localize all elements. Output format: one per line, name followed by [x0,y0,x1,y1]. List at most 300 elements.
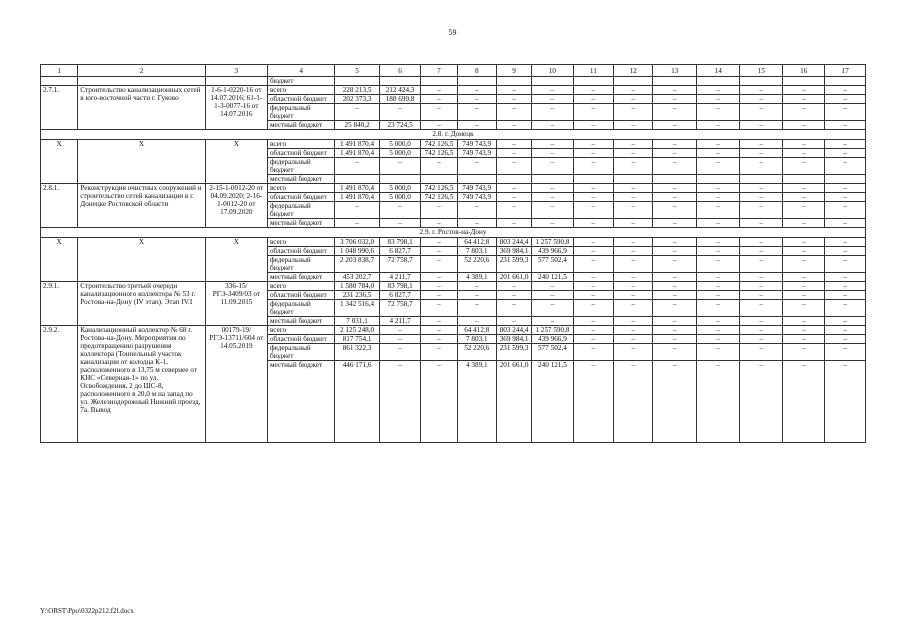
dash-cell: – [782,300,824,317]
dash-cell: – [614,158,653,175]
dash-cell: – [457,121,496,130]
dash-cell: – [573,95,613,104]
dash-cell: – [740,202,782,219]
dash-cell: – [653,219,697,228]
dash-cell: – [496,184,531,193]
value-cell: 1 257 590,8 [532,238,573,247]
value-cell: 453 202,7 [335,273,380,282]
dash-cell: – [696,238,740,247]
dash-cell: – [457,104,496,121]
dash-cell: – [421,335,457,344]
dash-cell: – [696,344,740,361]
dash-cell: – [696,193,740,202]
budget-label: федеральный бюджет [267,202,334,219]
dash-cell: – [573,247,613,256]
dash-cell: – [825,273,866,282]
dash-cell: – [573,282,613,291]
dash-cell: – [696,158,740,175]
dash-cell: – [653,140,697,149]
dash-cell: – [614,361,653,443]
value-cell: 240 121,5 [532,361,573,443]
value-cell: 64 412,8 [457,238,496,247]
budget-label: областной бюджет [267,335,334,344]
dash-cell: – [457,86,496,95]
dash-cell: – [532,140,573,149]
value-cell: 231 599,3 [496,344,531,361]
dash-cell: – [457,95,496,104]
dash-cell: – [653,291,697,300]
dash-cell: – [614,95,653,104]
value-cell: 7 803,1 [457,335,496,344]
value-cell: 1 491 870,4 [335,193,380,202]
measure-name: Реконструкция очистных сооружений и строительство сетей канализации в г. Донецке Ростовской области [78,184,205,228]
dash-cell: – [740,317,782,326]
budget-label: федеральный бюджет [267,344,334,361]
budget-label: федеральный бюджет [267,158,334,175]
section-title: 2.9. г. Ростов-на-Дону [41,228,866,238]
dash-cell: – [782,247,824,256]
dash-cell: – [696,95,740,104]
dash-cell: – [782,95,824,104]
dash-cell: – [825,193,866,202]
dash-cell: – [740,247,782,256]
value-cell: 1 257 590,8 [532,326,573,335]
dash-cell: – [696,86,740,95]
dash-cell: – [782,282,824,291]
dash-cell: – [573,317,613,326]
dash-cell: – [740,344,782,361]
budget-label: местный бюджет [267,317,334,326]
header-cell: 15 [740,65,782,77]
budget-label: всего [267,238,334,247]
measure-name: Строительство канализационных сетей в юго-восточной части г. Гуково [78,86,205,130]
dash-cell: – [696,291,740,300]
value-cell: 1 580 784,0 [335,282,380,291]
footer-file-path: Y:\ORST\Ppo\0322p212.f2l.docx [40,607,134,615]
dash-cell: – [782,184,824,193]
dash-cell: – [653,86,697,95]
dash-cell: – [653,326,697,335]
dash-cell: – [740,361,782,443]
dash-cell: – [740,335,782,344]
header-cell: 17 [825,65,866,77]
budget-label: всего [267,184,334,193]
dash-cell: – [496,86,531,95]
measure-name: Строительство третьей очереди канализационного коллектора № 53 г. Ростова-на-Дону (IV этап). Этап IV.I [78,282,205,326]
dash-cell: – [696,273,740,282]
dash-cell: – [825,300,866,317]
value-cell: 6 827,7 [379,247,420,256]
dash-cell: – [782,202,824,219]
measure-name: Канализационный коллектор № 68 г. Ростова-на-Дону. Мероприятия по предотвращению разрушения коллектора (Тоннельный участок канализации от колодца К-1, расположенного в 13,75 м севернее от КНС «Северная-1» по ул. Освобождения, 2 до ШС-8, расположенного в 20,0 м на запад по ул. Железнодорожный Нижний проезд, 7а. Вывод [78,326,205,443]
dash-cell: – [421,326,457,335]
section-title: 2.8. г. Донецк [41,130,866,140]
dash-cell: – [573,184,613,193]
dash-cell: – [696,317,740,326]
budget-label: бюджет [267,77,334,86]
dash-cell: – [335,158,380,175]
dash-cell: – [614,335,653,344]
dash-cell: – [740,326,782,335]
value-cell: 64 412,8 [457,326,496,335]
value-cell: 1 491 870,4 [335,184,380,193]
dash-cell: – [614,202,653,219]
value-cell: 369 984,1 [496,247,531,256]
dash-cell: – [532,95,573,104]
dash-cell: – [653,104,697,121]
dash-cell: – [532,121,573,130]
budget-label: областной бюджет [267,95,334,104]
dash-cell: – [532,149,573,158]
value-cell: 2 125 248,0 [335,326,380,335]
dash-cell: – [653,361,697,443]
dash-cell: – [421,247,457,256]
dash-cell: – [532,184,573,193]
value-cell: 83 798,1 [379,238,420,247]
dash-cell: – [696,104,740,121]
dash-cell: – [496,317,531,326]
header-cell: 10 [532,65,573,77]
budget-label: всего [267,282,334,291]
dash-cell: – [614,273,653,282]
dash-cell: – [496,282,531,291]
dash-cell: – [825,202,866,219]
dash-cell: – [740,219,782,228]
dash-cell: – [696,184,740,193]
dash-cell: – [825,317,866,326]
value-cell: 231 236,5 [335,291,380,300]
header-cell: 1 [41,65,78,77]
dash-cell: – [825,104,866,121]
dash-cell: – [614,104,653,121]
dash-cell: – [421,202,457,219]
value-cell: 4 211,7 [379,317,420,326]
value-cell: 4 389,1 [457,361,496,443]
dash-cell: – [740,282,782,291]
dash-cell: – [614,238,653,247]
dash-cell: – [782,86,824,95]
table-row [41,140,866,149]
row-number: 2.7.1. [41,86,78,130]
dash-cell: – [573,256,613,273]
dash-cell: – [532,104,573,121]
row-number: 2.9.1. [41,282,78,326]
value-cell: 861 322,3 [335,344,380,361]
budget-label: местный бюджет [267,121,334,130]
dash-cell: – [653,317,697,326]
dash-cell: – [653,149,697,158]
dash-cell: – [653,282,697,291]
budget-label: федеральный бюджет [267,104,334,121]
dash-cell: – [825,140,866,149]
dash-cell: – [421,121,457,130]
dash-cell: – [614,300,653,317]
dash-cell: – [782,361,824,443]
dash-cell: – [573,104,613,121]
dash-cell: – [825,121,866,130]
dash-cell: – [496,140,531,149]
table-row [41,282,866,291]
value-cell: 1 048 990,6 [335,247,380,256]
dash-cell: – [740,149,782,158]
dash-cell: – [573,344,613,361]
dash-cell: – [696,247,740,256]
value-cell: 749 743,9 [457,193,496,202]
dash-cell: – [696,219,740,228]
dash-cell: – [614,149,653,158]
dash-cell: – [573,193,613,202]
dash-cell: – [825,256,866,273]
dash-cell: – [532,86,573,95]
dash-cell: – [653,238,697,247]
dash-cell: – [653,158,697,175]
dash-cell: – [825,219,866,228]
dash-cell: – [740,104,782,121]
dash-cell: – [825,361,866,443]
value-cell: 742 126,5 [421,140,457,149]
x-cell: Х [41,238,78,282]
value-cell: 72 758,7 [379,300,420,317]
dash-cell: – [782,193,824,202]
dash-cell: – [696,121,740,130]
document-ref: 2-15-1-0012-20 от 04.09.2020; 2-16-1-0012-20 от 17.09.2020 [205,184,267,228]
dash-cell: – [740,300,782,317]
dash-cell: – [573,121,613,130]
table-row [41,77,866,86]
header-cell: 16 [782,65,824,77]
value-cell: 188 699,8 [379,95,420,104]
dash-cell: – [573,149,613,158]
dash-cell: – [496,219,531,228]
dash-cell: – [421,86,457,95]
dash-cell: – [696,282,740,291]
dash-cell: – [573,300,613,317]
value-cell: 803 244,4 [496,238,531,247]
dash-cell: – [740,158,782,175]
dash-cell: – [825,326,866,335]
dash-cell: – [532,300,573,317]
x-cell: Х [78,238,205,282]
dash-cell: – [782,238,824,247]
value-cell: 52 220,6 [457,256,496,273]
dash-cell: – [457,219,496,228]
dash-cell: – [496,193,531,202]
value-cell: 83 798,1 [379,282,420,291]
value-cell: 201 661,0 [496,273,531,282]
dash-cell: – [573,291,613,300]
value-cell: 6 827,7 [379,291,420,300]
value-cell: 5 000,0 [379,149,420,158]
dash-cell: – [614,326,653,335]
dash-cell: – [653,273,697,282]
dash-cell: – [457,282,496,291]
dash-cell: – [573,273,613,282]
document-ref: 00179-19/РГЭ-13711/604 от 14.05.2019 [205,326,267,443]
dash-cell: – [653,300,697,317]
value-cell: 803 244,4 [496,326,531,335]
value-cell: 5 000,0 [379,193,420,202]
value-cell: 1 491 870,4 [335,149,380,158]
dash-cell: – [532,282,573,291]
dash-cell: – [782,326,824,335]
dash-cell: – [782,158,824,175]
dash-cell: – [496,121,531,130]
budget-label: местный бюджет [267,273,334,282]
dash-cell: – [379,335,420,344]
dash-cell: – [825,335,866,344]
dash-cell: – [573,326,613,335]
dash-cell: – [782,121,824,130]
dash-cell: – [614,193,653,202]
value-cell: 5 000,0 [379,140,420,149]
document-ref: 336-15/РГЭ-3409/03 от 11.09.2015 [205,282,267,326]
dash-cell: – [379,326,420,335]
dash-cell: – [825,238,866,247]
header-cell: 8 [457,65,496,77]
dash-cell: – [379,202,420,219]
dash-cell: – [740,121,782,130]
dash-cell: – [496,158,531,175]
header-row [41,65,866,77]
dash-cell: – [782,104,824,121]
header-cell: 6 [379,65,420,77]
dash-cell: – [496,291,531,300]
dash-cell: – [614,344,653,361]
dash-cell: – [740,256,782,273]
dash-cell: – [573,361,613,443]
dash-cell: – [379,104,420,121]
value-cell: 212 424,3 [379,86,420,95]
value-cell: 72 758,7 [379,256,420,273]
dash-cell: – [740,95,782,104]
table-row [41,184,866,193]
value-cell: 1 342 516,4 [335,300,380,317]
dash-cell: – [782,256,824,273]
value-cell: 202 373,3 [335,95,380,104]
dash-cell: – [653,95,697,104]
dash-cell: – [696,256,740,273]
budget-label: федеральный бюджет [267,256,334,273]
value-cell: 7 803,1 [457,247,496,256]
dash-cell: – [782,219,824,228]
dash-cell: – [653,202,697,219]
budget-table [40,64,866,443]
x-cell: Х [78,140,205,184]
dash-cell: – [421,158,457,175]
x-cell: Х [41,140,78,184]
dash-cell: – [421,282,457,291]
dash-cell: – [496,202,531,219]
dash-cell: – [421,104,457,121]
dash-cell: – [825,291,866,300]
budget-label: областной бюджет [267,193,334,202]
value-cell: 439 966,9 [532,335,573,344]
value-cell: 742 126,5 [421,184,457,193]
dash-cell: – [825,247,866,256]
value-cell: 749 743,9 [457,149,496,158]
header-cell: 11 [573,65,613,77]
dash-cell: – [496,300,531,317]
header-cell: 14 [696,65,740,77]
dash-cell: – [740,238,782,247]
value-cell: 201 661,0 [496,361,531,443]
value-cell: 749 743,9 [457,184,496,193]
dash-cell: – [532,158,573,175]
row-number: 2.9.2. [41,326,78,443]
value-cell: 228 213,5 [335,86,380,95]
row-number: 2.8.1. [41,184,78,228]
dash-cell: – [825,86,866,95]
header-cell: 12 [614,65,653,77]
dash-cell: – [421,273,457,282]
budget-label: федеральный бюджет [267,300,334,317]
dash-cell: – [457,291,496,300]
x-cell: Х [205,238,267,282]
dash-cell: – [421,291,457,300]
dash-cell: – [653,247,697,256]
dash-cell: – [614,219,653,228]
dash-cell: – [825,282,866,291]
value-cell: 446 171,6 [335,361,380,443]
dash-cell: – [457,317,496,326]
dash-cell: – [421,219,457,228]
x-cell: Х [205,140,267,184]
dash-cell: – [421,238,457,247]
value-cell: 742 126,5 [421,193,457,202]
dash-cell: – [457,158,496,175]
dash-cell: – [825,95,866,104]
dash-cell: – [614,184,653,193]
dash-cell: – [573,335,613,344]
dash-cell: – [696,149,740,158]
section-heading-row [41,228,866,238]
dash-cell: – [653,344,697,361]
dash-cell: – [421,317,457,326]
dash-cell: – [653,184,697,193]
dash-cell: – [532,193,573,202]
value-cell: 231 599,3 [496,256,531,273]
value-cell: 577 502,4 [532,344,573,361]
header-cell: 2 [78,65,205,77]
dash-cell: – [740,273,782,282]
dash-cell: – [573,238,613,247]
dash-cell: – [696,202,740,219]
dash-cell: – [782,344,824,361]
table-row [41,86,866,95]
header-cell: 4 [267,65,334,77]
dash-cell: – [573,140,613,149]
table-row [41,326,866,335]
section-heading-row [41,130,866,140]
budget-label: областной бюджет [267,149,334,158]
value-cell: 577 502,4 [532,256,573,273]
dash-cell: – [825,344,866,361]
dash-cell: – [421,344,457,361]
dash-cell: – [696,326,740,335]
header-cell: 7 [421,65,457,77]
document-ref: 1-6-1-0220-16 от 14.07.2016; 61-1-1-3-0077-16 от 14.07.2016 [205,86,267,130]
budget-label: всего [267,86,334,95]
table-row [41,238,866,247]
dash-cell: – [421,300,457,317]
dash-cell: – [379,219,420,228]
dash-cell: – [532,202,573,219]
dash-cell: – [335,104,380,121]
value-cell: 23 724,5 [379,121,420,130]
value-cell: 7 031,1 [335,317,380,326]
dash-cell: – [740,291,782,300]
value-cell: 742 126,5 [421,149,457,158]
